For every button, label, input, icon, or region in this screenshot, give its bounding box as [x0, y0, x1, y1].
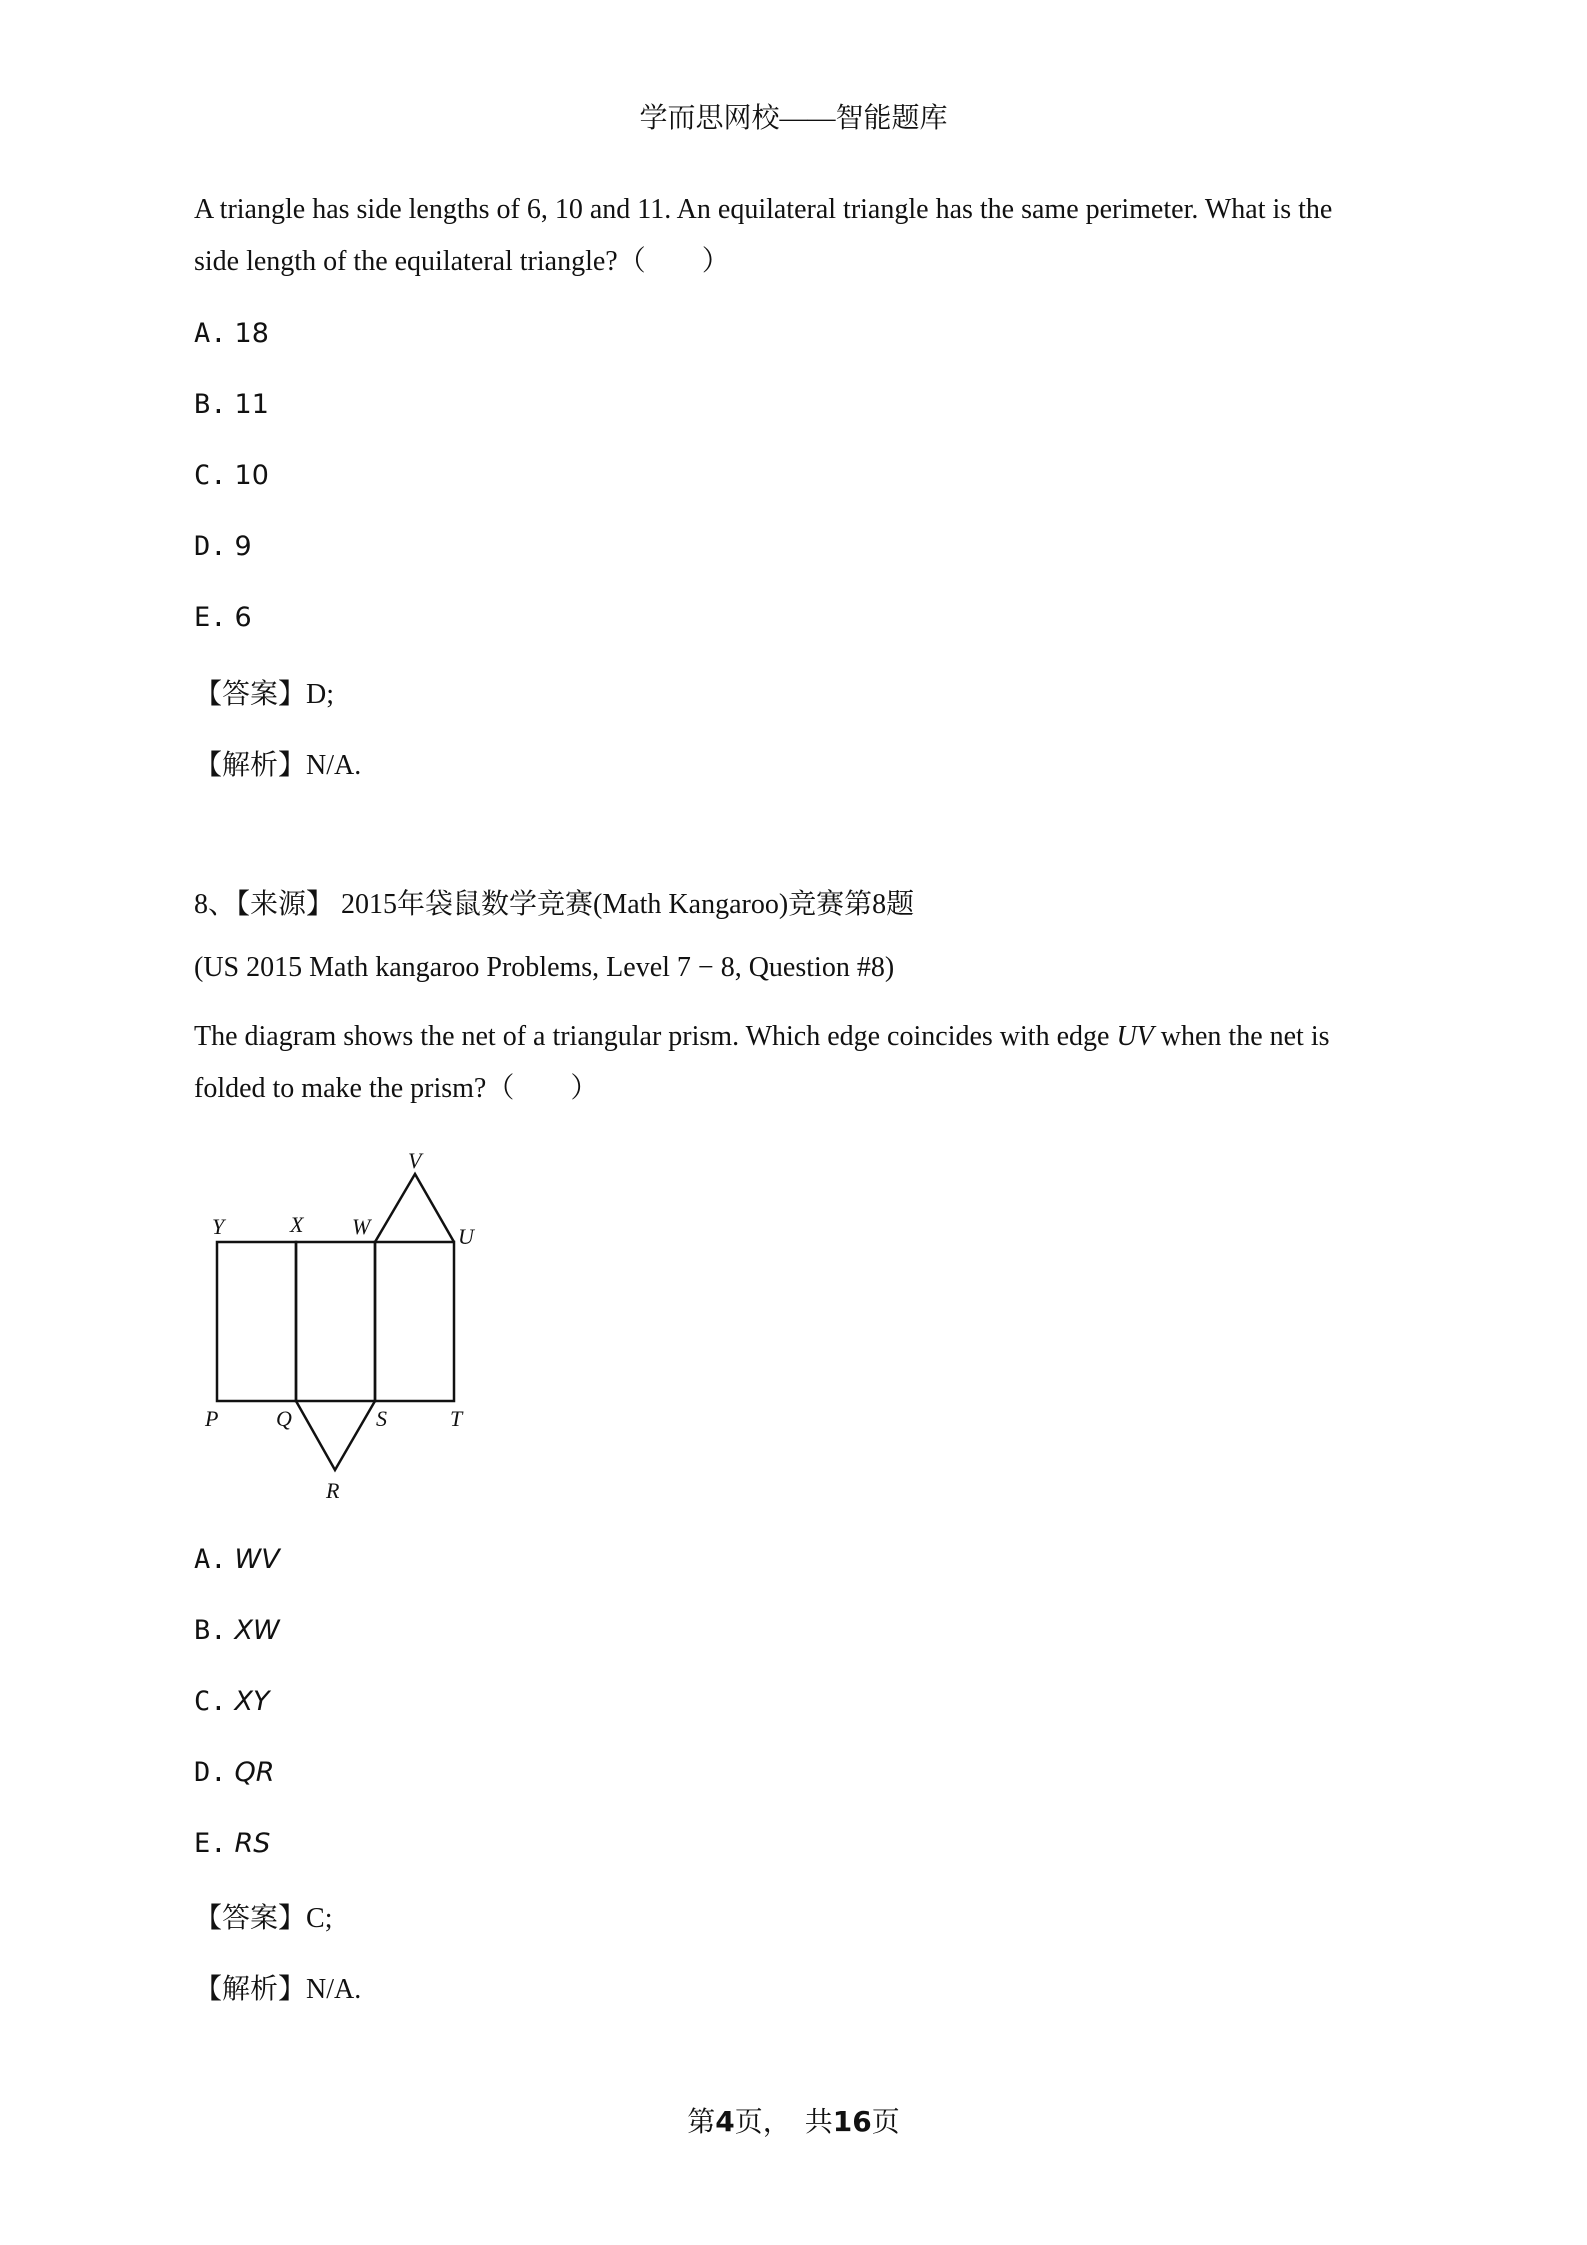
q8-analysis	[194, 1967, 361, 2007]
question-7-text-line2: side length of the equilateral triangle?（ ）	[194, 246, 730, 277]
triangle-wvu	[375, 1174, 454, 1242]
total-pages: 16	[832, 2105, 872, 2138]
answer-value: D;	[306, 679, 335, 710]
answer-label: 【答案】	[194, 679, 307, 710]
label-u: U	[458, 1224, 474, 1249]
analysis-label: 【解析】	[194, 750, 307, 781]
option-value: WV	[234, 1544, 280, 1575]
q8-option-b	[194, 1615, 280, 1646]
triangle-qrs	[296, 1401, 375, 1470]
answer-value: C;	[306, 1903, 333, 1934]
option-letter: D.	[194, 1757, 227, 1788]
option-letter: E.	[194, 1828, 227, 1859]
q8-option-a	[194, 1544, 280, 1575]
option-letter: A.	[194, 318, 227, 349]
text-segment: The diagram shows the net of a triangular prism. Which edge coincides with edge	[194, 1021, 1117, 1052]
question-8-text-line1	[194, 1011, 1330, 1063]
q8-subtitle: (US 2015 Math kangaroo Problems, Level 7 − 8, Question #8)	[194, 952, 895, 983]
q8-answer	[194, 1896, 332, 1936]
option-letter: C.	[194, 1686, 227, 1717]
q8-option-e	[194, 1828, 270, 1859]
label-p: P	[205, 1406, 219, 1431]
label-s: S	[376, 1406, 387, 1431]
label-r: R	[326, 1478, 340, 1503]
label-v: V	[408, 1148, 422, 1173]
q7-option-b	[194, 389, 269, 420]
option-value: XY	[234, 1686, 270, 1717]
text-segment: when the net is	[1153, 1021, 1330, 1052]
analysis-value: N/A.	[306, 1974, 362, 2005]
label-q: Q	[276, 1406, 292, 1431]
face-yxqp	[217, 1242, 296, 1401]
option-value: 11	[234, 389, 269, 420]
option-value: 18	[234, 318, 269, 349]
label-y: Y	[212, 1214, 225, 1239]
footer-suffix: 页	[871, 2107, 900, 2138]
q8-option-c	[194, 1686, 270, 1717]
edge-variable: UV	[1116, 1021, 1154, 1052]
option-letter: A.	[194, 1544, 227, 1575]
q8-source-line: 8、【来源】 2015年袋鼠数学竞赛(Math Kangaroo)竞赛第8题	[194, 889, 915, 920]
option-letter: B.	[194, 389, 227, 420]
label-w: W	[352, 1214, 371, 1239]
page-number: 4	[715, 2105, 735, 2138]
option-letter: D.	[194, 531, 227, 562]
q8-option-d	[194, 1757, 275, 1788]
q7-option-e	[194, 602, 252, 633]
option-letter: E.	[194, 602, 227, 633]
label-x: X	[290, 1212, 304, 1237]
label-t: T	[450, 1406, 463, 1431]
option-letter: B.	[194, 1615, 227, 1646]
q7-analysis	[194, 743, 361, 783]
option-value: RS	[234, 1828, 271, 1859]
q7-option-d	[194, 531, 252, 562]
option-value: 6	[234, 602, 252, 633]
footer-prefix: 第	[687, 2107, 716, 2138]
face-wuts	[375, 1242, 454, 1401]
analysis-value: N/A.	[306, 750, 362, 781]
footer-mid: 页， 共	[734, 2107, 833, 2138]
q7-answer	[194, 672, 334, 712]
answer-label: 【答案】	[194, 1903, 307, 1934]
prism-net-diagram	[190, 1140, 490, 1510]
question-7-text-line1: A triangle has side lengths of 6, 10 and 11. An equilateral triangle has the same perimeter. What is the	[194, 194, 1333, 225]
option-value: 9	[234, 531, 252, 562]
option-letter: C.	[194, 460, 227, 491]
page-header-title: 学而思网校——智能题库	[639, 103, 948, 134]
q7-option-c	[194, 460, 269, 491]
page-footer	[0, 2100, 1587, 2140]
analysis-label: 【解析】	[194, 1974, 307, 2005]
option-value: QR	[234, 1757, 275, 1788]
q7-option-a	[194, 318, 269, 349]
face-xwsq	[296, 1242, 375, 1401]
question-8-text-line2: folded to make the prism?（ ）	[194, 1073, 599, 1104]
option-value: XW	[234, 1615, 280, 1646]
option-value: 10	[234, 460, 269, 491]
